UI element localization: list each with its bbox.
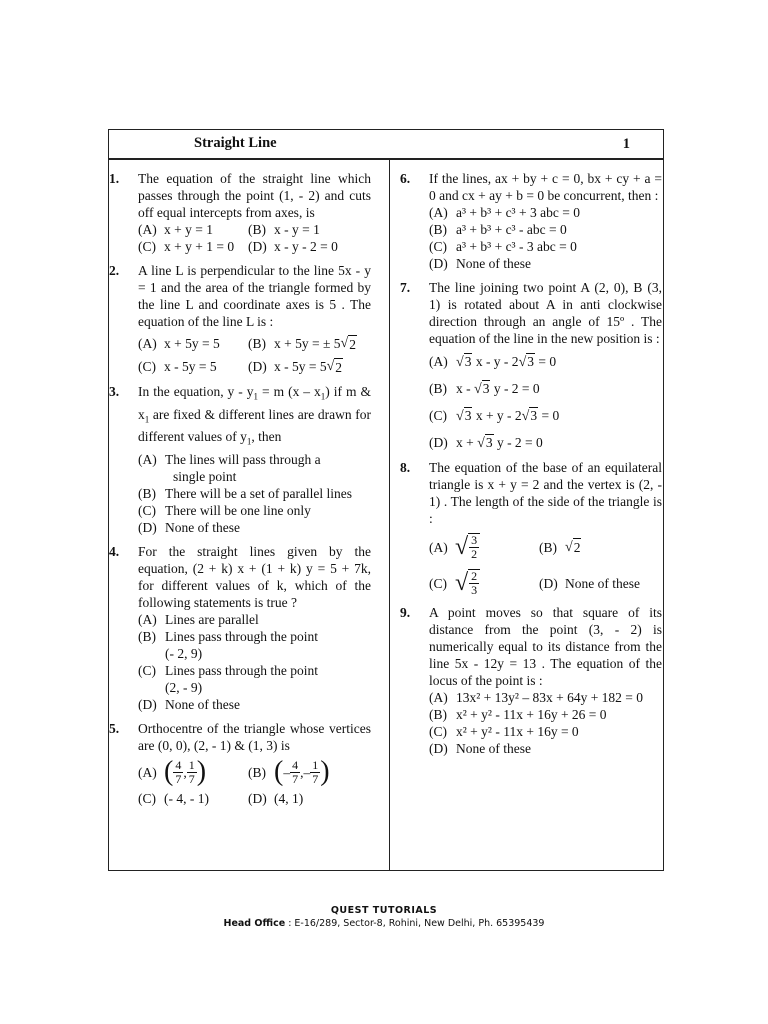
option-text: a³ + b³ + c³ - abc = 0 [456,222,567,237]
question-number: 9. [400,605,411,620]
option-text: x² + y² - 11x + 16y + 26 = 0 [456,707,607,722]
option-text-continued: single point [173,469,237,485]
question-number: 3. [109,384,120,399]
page-title: Straight Line [194,135,277,151]
option-label: (D) [539,575,558,591]
option-text: a³ + b³ + c³ - 3 abc = 0 [456,239,577,254]
question-number: 6. [400,171,411,186]
question-stem: A line L is perpendicular to the line 5x - y = 1 and the area of the triangle formed by the line L and coordinate axes is 5 . The equation of the line L is : [138,263,371,329]
question-stem: If the lines, ax + by + c = 0, bx + cy + a = 0 and cx + ay + b = 0 be concurrent, then : [429,171,662,203]
option-text: There will be a set of parallel lines [165,486,353,502]
option-label: (D) [429,435,448,450]
question-number: 1. [109,171,120,186]
option-text: None of these [456,256,531,271]
question-4 [109,543,371,713]
question-3 [109,383,371,536]
option-text: None of these [165,697,240,713]
option-label: (C) [138,663,156,679]
option-text: Lines pass through the point [165,629,318,645]
option-label: (C) [429,724,447,739]
option-label: (D) [429,256,448,271]
option-text: x - 5y = 5 [274,359,327,374]
option-text: (4, 1) [274,791,304,807]
question-9 [400,604,662,757]
option-label: (C) [138,239,156,254]
page-number: 1 [622,136,630,152]
option-label: (B) [429,707,447,722]
option-text: √3 x - y - 2√3 = 0 [456,354,557,370]
option-label: (C) [429,575,447,591]
question-6 [400,170,662,272]
option-label: (C) [138,503,156,519]
option-label: (D) [248,791,267,807]
fraction: $\frac{4}{7}$ [175,757,182,786]
option-label: (A) [138,336,157,351]
question-1 [109,170,371,255]
question-stem: The line joining two point A (2, 0), B (3, 1) is rotated about A in anti clockwise direction through an angle of 15º . The equation of the line in the new position is : [429,280,662,346]
option-text-continued: (2, - 9) [165,680,203,696]
question-7 [400,279,662,452]
question-stem: For the straight lines given by the equation, (2 + k) x + (1 + k) y = 5 + 7k, for different values of k, which of the following statements is true ? [138,544,371,611]
question-number: 2. [109,263,120,278]
fraction: $\frac{2}{3}$ [468,569,480,597]
option-label: (A) [429,205,448,220]
left-column [109,170,371,814]
option-text: a³ + b³ + c³ + 3 abc = 0 [456,205,580,220]
page-header [109,130,663,160]
radical-sign: √ [340,336,349,351]
option-label: (A) [429,539,448,555]
fraction: $\frac{1}{7}$ [312,757,319,786]
option-text: x + √3 y - 2 = 0 [456,435,543,451]
option-text: None of these [165,520,240,536]
option-text: x - 5y = 5 [164,359,217,374]
question-stem: The equation of the base of an equilateral triangle is x + y = 2 and the vertex is (2, - 1) . The length of the side of the triangle is : [429,460,662,526]
option-text: √3 x + y - 2√3 = 0 [456,408,560,424]
option-label: (D) [138,520,157,536]
question-number: 8. [400,460,411,475]
question-stem: The equation of the straight line which passes through the point (1, - 2) and cuts off equal intercepts from axes, is [138,171,371,220]
option-label: (D) [248,359,267,374]
option-label: (A) [138,612,157,628]
option-text: (- 4, - 1) [164,791,209,807]
option-label: (A) [138,452,157,468]
option-text: None of these [456,741,531,756]
question-stem: Orthocentre of the triangle whose vertices are (0, 0), (2, - 1) & (1, 3) is [138,721,371,754]
option-label: (C) [429,408,447,423]
option-label: (D) [429,741,448,756]
fraction: $\frac{1}{7}$ [188,757,195,786]
option-label: (A) [429,690,448,705]
option-text: There will be one line only [165,503,311,519]
footer-brand: QUEST TUTORIALS [330,905,438,916]
option-label: (B) [248,764,266,780]
option-text-continued: (- 2, 9) [165,646,203,662]
question-2 [109,262,371,376]
option-text: Lines are parallel [165,612,259,628]
option-label: (B) [138,486,156,502]
option-label: (B) [138,629,156,645]
option-text: x + 5y = ± 5 [274,336,341,351]
option-label: (D) [138,697,157,713]
option-label: (B) [539,539,557,555]
fraction: $\frac{3}{2}$ [468,533,480,561]
radicand: 2 [349,337,356,352]
option-text: x - y - 2 = 0 [274,239,338,254]
option-label: (C) [138,791,156,807]
option-text: None of these [565,575,640,591]
option-label: (A) [429,354,448,369]
option-label: (B) [429,222,447,237]
option-label: (A) [138,222,157,237]
option-text: The lines will pass through a [165,452,321,468]
option-text: Lines pass through the point [165,663,318,679]
question-stem: A point moves so that square of its distance from the point (3, - 2) is numerically equal to its distance from the line 5x - 12y = 13 . The equation of the locus of the point is : [429,605,662,688]
option-label: (C) [138,359,156,374]
radicand: 2 [335,360,343,375]
question-number: 7. [400,280,411,295]
option-text: x - y = 1 [274,222,320,237]
option-label: (C) [429,239,447,254]
question-5: 5. Orthocentre of the triangle whose vertices are (0, 0), (2, - 1) & (1, 3) is (A) ( $\frac{4}{7}$ , $\frac{1}{7}$ ) (B) ( – $\frac{4}{7}$ , – $\frac{1}{7}$ ) (C) (- 4, - 1) (D) (4, 1) [109,721,371,807]
question-number: 5. [109,721,120,737]
right-column [400,170,662,764]
option-text: x - √3 y - 2 = 0 [456,381,540,397]
footer-address: Head Office : E-16/289, Sector-8, Rohini, New Delhi, Ph. 65395439 [223,918,545,929]
option-text: 13x² + 13y² – 83x + 64y + 182 = 0 [456,690,644,705]
radical-sign: √ [326,359,335,374]
option-text: x + y + 1 = 0 [164,239,235,254]
option-label: (B) [429,381,447,396]
worksheet-frame [108,129,664,871]
option-label: (D) [248,239,267,254]
option-text: x + y = 1 [164,222,213,237]
fraction: $\frac{4}{7}$ [292,757,299,786]
option-label: (B) [248,336,266,351]
option-label: (A) [138,764,157,780]
question-number: 4. [109,544,120,560]
column-divider [389,160,390,871]
question-stem: In the equation, $y - y_1 = m$ $(x - x_1)$ if m & $x_1$ are fixed & different lines are drawn for different values of $y_1$, then [138,384,371,448]
question-8: 8. The equation of the base of an equilateral triangle is x + y = 2 and the vertex is (2, - 1) . The length of the side of the triangle is : (A) √ $\frac{3}{2}$ (B) √ 2 (C) √ $\frac{2}{3}$ (D) None of these [400,460,662,597]
option-text: x + 5y = 5 [164,336,220,351]
option-label: (B) [248,222,266,237]
option-text: x² + y² - 11x + 16y = 0 [456,724,579,739]
